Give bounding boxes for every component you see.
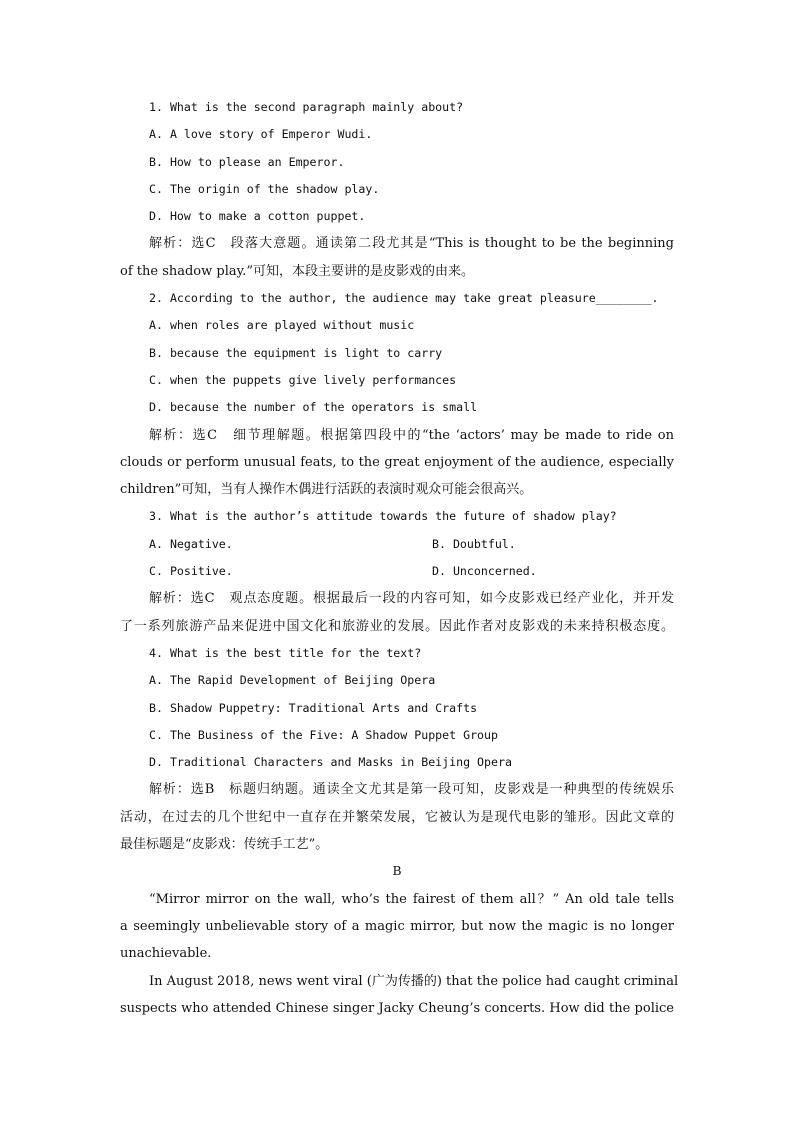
option-a: A. A love story of Emperor Wudi.: [149, 127, 373, 142]
option-c: C. The origin of the shadow play.: [149, 181, 380, 196]
document-page: [120, 94, 679, 1022]
option-d: D. because the number of the operators is small: [149, 400, 478, 415]
option-a: A. The Rapid Development of Beijing Opera: [149, 673, 436, 688]
analysis-line: of the shadow play.”可知，本段主要讲的是皮影戏的由来。: [120, 263, 475, 279]
analysis-line: clouds or perform unusual feats, to the great enjoyment of the audience, especially: [120, 454, 674, 470]
analysis-line: 活动，在过去的几个世纪中一直存在并繁荣发展，它被认为是现代电影的雏形。因此文章的: [120, 809, 674, 825]
section-heading: B: [392, 864, 402, 879]
option-c: C. The Business of the Five: A Shadow Puppet Group: [149, 727, 499, 742]
option-c: C. Positive.: [149, 564, 233, 579]
analysis-line: 解析：选B 标题归纳题。通读全文尤其是第一段可知，皮影戏是一种典型的传统娱乐: [149, 782, 674, 798]
paragraph-line: “Mirror mirror on the wall, who’s the fairest of them all？” An old tale tells: [149, 891, 674, 907]
option-d: D. Unconcerned.: [432, 564, 537, 579]
options-row: [120, 558, 674, 585]
options-row: [120, 531, 674, 558]
paragraph-line: a seemingly unbelievable story of a magic mirror, but now the magic is no longer: [120, 918, 674, 934]
option-c: C. when the puppets give lively performances: [149, 372, 457, 387]
question-1: [120, 94, 674, 285]
analysis-line: 解析：选C 观点态度题。根据最后一段的内容可知，如今皮影戏已经产业化，并开发: [149, 591, 674, 607]
option-d: D. Traditional Characters and Masks in Beijing Opera: [149, 755, 512, 770]
option-b: B. because the equipment is light to carry: [149, 345, 443, 360]
option-b: B. How to please an Emperor.: [149, 154, 345, 169]
option-d: D. How to make a cotton puppet.: [149, 209, 366, 224]
paragraph-line: unachievable.: [120, 946, 212, 962]
section-b: [120, 858, 679, 1022]
option-a: A. when roles are played without music: [149, 318, 415, 333]
question-stem: 2. According to the author, the audience may take great pleasure________.: [149, 291, 659, 306]
analysis-line: 解析：选C 段落大意题。通读第二段尤其是“This is thought to be the beginning: [149, 236, 674, 252]
question-stem: 3. What is the author’s attitude towards the future of shadow play?: [149, 509, 617, 524]
paragraph-line: In August 2018, news went viral (广为传播的) that the police had caught criminal: [149, 973, 679, 989]
question-stem: 1. What is the second paragraph mainly about?: [149, 100, 464, 114]
option-b: B. Shadow Puppetry: Traditional Arts and Crafts: [149, 700, 478, 715]
question-2: [120, 285, 674, 503]
analysis-line: 了一系列旅游产品来促进中国文化和旅游业的发展。因此作者对皮影戏的未来持积极态度。: [120, 618, 674, 634]
analysis-line: 解析：选C 细节理解题。根据第四段中的“the ‘actors’ may be made to ride on: [149, 427, 674, 443]
question-3: [120, 503, 674, 639]
analysis-line: 最佳标题是“皮影戏：传统手工艺”。: [120, 837, 329, 853]
option-a: A. Negative.: [149, 536, 233, 551]
option-b: B. Doubtful.: [432, 536, 516, 551]
paragraph-line: suspects who attended Chinese singer Jacky Cheung’s concerts. How did the police: [120, 1000, 674, 1016]
question-stem: 4. What is the best title for the text?: [149, 645, 422, 660]
question-4: [120, 640, 674, 858]
analysis-line: children”可知，当有人操作木偶进行活跃的表演时观众可能会很高兴。: [120, 482, 533, 498]
